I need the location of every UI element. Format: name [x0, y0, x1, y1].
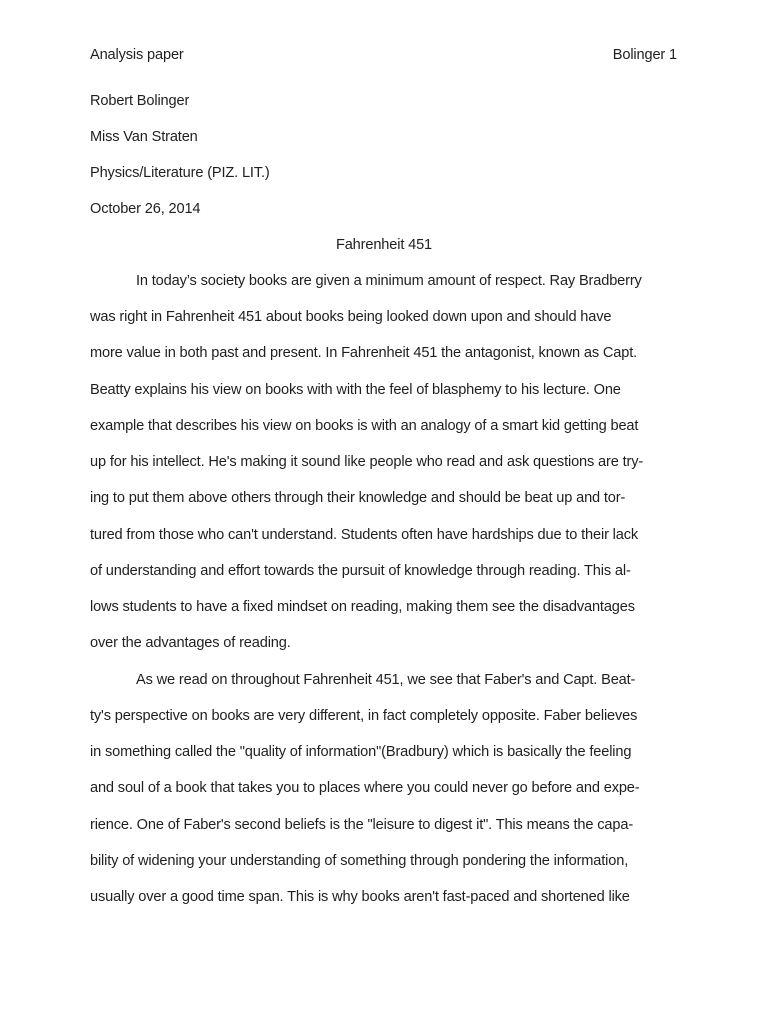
- paragraph-1-line: of understanding and effort towards the pursuit of knowledge through reading. This al-: [90, 563, 631, 579]
- paragraph-1-line: lows students to have a fixed mindset on reading, making them see the disadvantages: [90, 599, 635, 615]
- paragraph-1-line: ing to put them above others through their knowledge and should be beat up and tor-: [90, 490, 626, 506]
- paragraph-2-line: in something called the "quality of information"(Bradbury) which is basically the feeling: [90, 744, 632, 760]
- paragraph-1-line: tured from those who can't understand. Students often have hardships due to their lack: [90, 527, 639, 543]
- paragraph-1-line: over the advantages of reading.: [90, 635, 291, 651]
- paragraph-1-line: up for his intellect. He's making it sound like people who read and ask questions are try-: [90, 454, 644, 470]
- paragraph-1-line: more value in both past and present. In Fahrenheit 451 the antagonist, known as Capt.: [90, 345, 638, 361]
- running-head-page-number: Bolinger 1: [612, 47, 677, 63]
- running-head-title: Analysis paper: [90, 47, 184, 63]
- paragraph-2-line: and soul of a book that takes you to places where you could never go before and expe-: [90, 780, 640, 796]
- paragraph-2-line: ty's perspective on books are very different, in fact completely opposite. Faber believes: [90, 708, 638, 724]
- paragraph-2-line: bility of widening your understanding of something through pondering the information,: [90, 853, 629, 869]
- teacher-name: Miss Van Straten: [90, 129, 198, 145]
- paragraph-2-line: As we read on throughout Fahrenheit 451, we see that Faber's and Capt. Beat-: [136, 672, 636, 688]
- paragraph-1-line: was right in Fahrenheit 451 about books being looked down upon and should have: [90, 309, 612, 325]
- paper-title: Fahrenheit 451: [335, 237, 433, 253]
- author-name: Robert Bolinger: [90, 93, 190, 109]
- paragraph-1-line: In today’s society books are given a minimum amount of respect. Ray Bradberry: [136, 273, 642, 289]
- course-name: Physics/Literature (PIZ. LIT.): [90, 165, 270, 181]
- paragraph-1-line: example that describes his view on books is with an analogy of a smart kid getting beat: [90, 418, 639, 434]
- paragraph-1-line: Beatty explains his view on books with with the feel of blasphemy to his lecture. One: [90, 382, 621, 398]
- paragraph-2-line: usually over a good time span. This is why books aren't fast-paced and shortened like: [90, 889, 630, 905]
- date: October 26, 2014: [90, 201, 201, 217]
- paragraph-2-line: rience. One of Faber's second beliefs is the "leisure to digest it". This means the capa-: [90, 817, 634, 833]
